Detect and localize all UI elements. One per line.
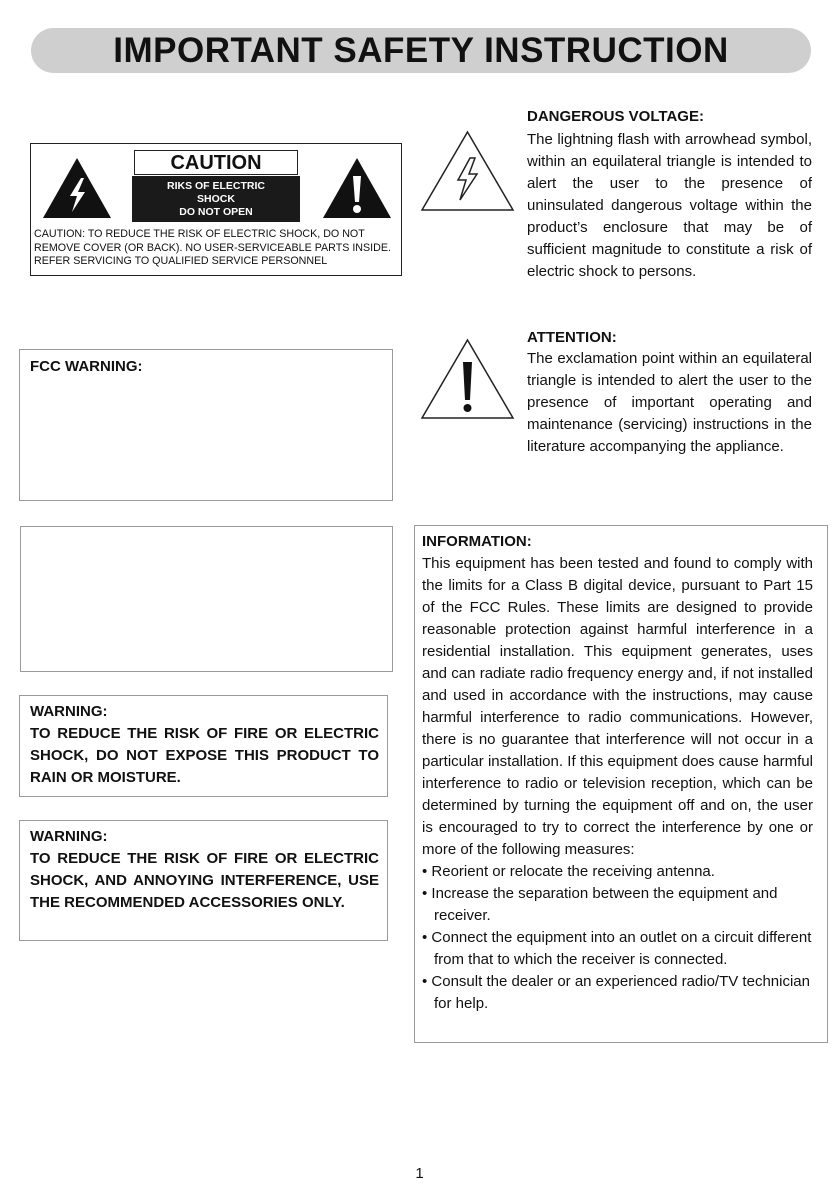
exclamation-triangle-icon xyxy=(420,338,515,420)
title-banner xyxy=(31,28,811,73)
caution-heading: CAUTION xyxy=(134,150,298,175)
warning-heading: WARNING: xyxy=(30,703,108,720)
list-item: • Reorient or relocate the receiving antenna. xyxy=(422,863,715,880)
information-box xyxy=(414,525,828,1043)
information-heading: INFORMATION: xyxy=(422,533,532,550)
lightning-warning-icon xyxy=(41,156,113,220)
lightning-triangle-icon xyxy=(420,130,515,212)
caution-line: RIKS OF ELECTRIC xyxy=(166,179,265,192)
page-title: IMPORTANT SAFETY INSTRUCTION xyxy=(113,30,729,70)
dangerous-voltage-heading: DANGEROUS VOLTAGE: xyxy=(527,108,704,125)
warning-box-moisture xyxy=(19,695,388,797)
dangerous-voltage-text: The lightning flash with arrowhead symbol, within an equilateral triangle is intended to alert the user to the presence of uninsulated dangerous voltage within the product’s enclosure that may be of sufficient magnitude to constitute a risk of electric shock to persons. xyxy=(527,131,812,280)
exclamation-warning-icon xyxy=(321,156,393,220)
warning-text: TO REDUCE THE RISK OF FIRE OR ELECTRIC SHOCK, DO NOT EXPOSE THIS PRODUCT TO RAIN OR MOISTURE. xyxy=(30,725,379,786)
warning-heading: WARNING: xyxy=(30,828,108,845)
list-item: • Connect the equipment into an outlet on a circuit different from that to which the receiver is connected. xyxy=(422,929,812,968)
caution-label xyxy=(30,143,402,276)
fcc-warning-heading: FCC WARNING: xyxy=(30,358,143,375)
caution-text: CAUTION: TO REDUCE THE RISK OF ELECTRIC SHOCK, DO NOT REMOVE COVER (OR BACK). NO USER-SERVICEABLE PARTS INSIDE. REFER SERVICING TO QUALIFIED SERVICE PERSONNEL xyxy=(34,228,391,268)
attention-heading: ATTENTION: xyxy=(527,329,617,346)
page-number: 1 xyxy=(415,1165,424,1182)
warning-text: TO REDUCE THE RISK OF FIRE OR ELECTRIC SHOCK, AND ANNOYING INTERFERENCE, USE THE RECOMMENDED ACCESSORIES ONLY. xyxy=(30,850,379,911)
measures-list xyxy=(422,861,813,1015)
information-text: This equipment has been tested and found to comply with the limits for a Class B digital device, pursuant to Part 15 of the FCC Rules. These limits are designed to provide reasonable protection against harmful interference in a residential installation. This equipment generates, uses and can radiate radio frequency energy and, if not installed and used in accordance with the instructions, may cause harmful interference to radio communications. However, there is no guarantee that interference will not occur in a particular installation. If this equipment does cause harmful interference to radio or television reception, which can be determined by turning the equipment off and on, the user is encouraged to try to correct the interference by one or more of the following measures: xyxy=(422,555,813,858)
caution-line: SHOCK xyxy=(197,192,235,205)
caution-line: DO NOT OPEN xyxy=(179,205,253,218)
blank-box xyxy=(20,526,393,672)
warning-box-accessories xyxy=(19,820,388,941)
fcc-warning-box xyxy=(19,349,393,501)
list-item: • Consult the dealer or an experienced radio/TV technician for help. xyxy=(422,973,810,1012)
caution-black-panel xyxy=(132,176,300,222)
attention-text: The exclamation point within an equilateral triangle is intended to alert the user to the presence of important operating and maintenance (servicing) instructions in the literature accompanying the appliance. xyxy=(527,350,812,455)
list-item: • Increase the separation between the equipment and receiver. xyxy=(422,885,778,924)
